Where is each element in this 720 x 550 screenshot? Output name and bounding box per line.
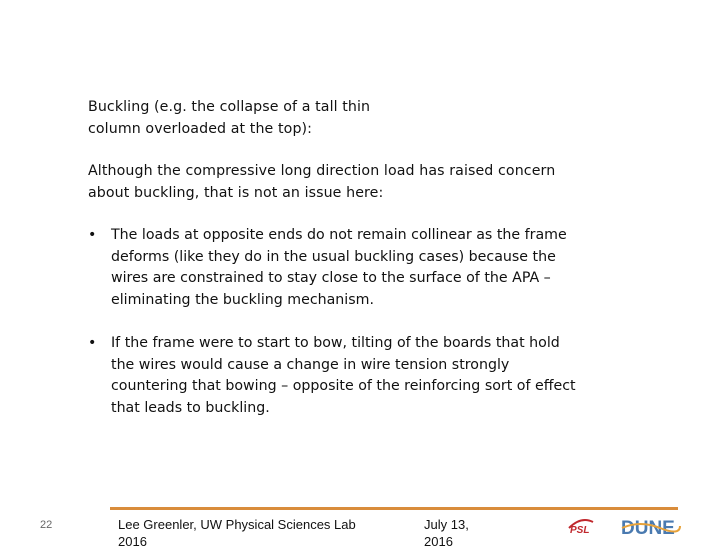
footer-divider [110, 507, 678, 510]
bullet-text: The loads at opposite ends do not remain collinear as the frame deforms (like they do in the usual buckling cases) because the wires are constrained to stay close to the surface of the APA – eliminating the buckling mechanism. [111, 227, 567, 308]
page-number: 22 [40, 519, 53, 531]
svg-text:PSL: PSL [570, 525, 590, 536]
buckling-concern-text: Although the compressive long direction load has raised concern about buckling, that is not an issue here: [88, 163, 556, 201]
buckling-definition-text: Buckling (e.g. the collapse of a tall thin column overloaded at the top): [88, 99, 371, 137]
footer-author: Lee Greenler, UW Physical Sciences Lab 2016 [118, 517, 356, 549]
psl-logo-icon [566, 514, 596, 536]
svg-text:DUNE: DUNE [621, 518, 675, 539]
footer-date: July 13, 2016 [424, 517, 469, 549]
bullet-marker: • [88, 335, 97, 351]
dune-logo-icon [620, 514, 682, 538]
bullet-text: If the frame were to start to bow, tilting of the boards that hold the wires would cause a change in wire tension strongly countering that bowing – opposite of the reinforcing sort of effect that leads to buckling. [111, 335, 576, 416]
bullet-marker: • [88, 227, 97, 243]
